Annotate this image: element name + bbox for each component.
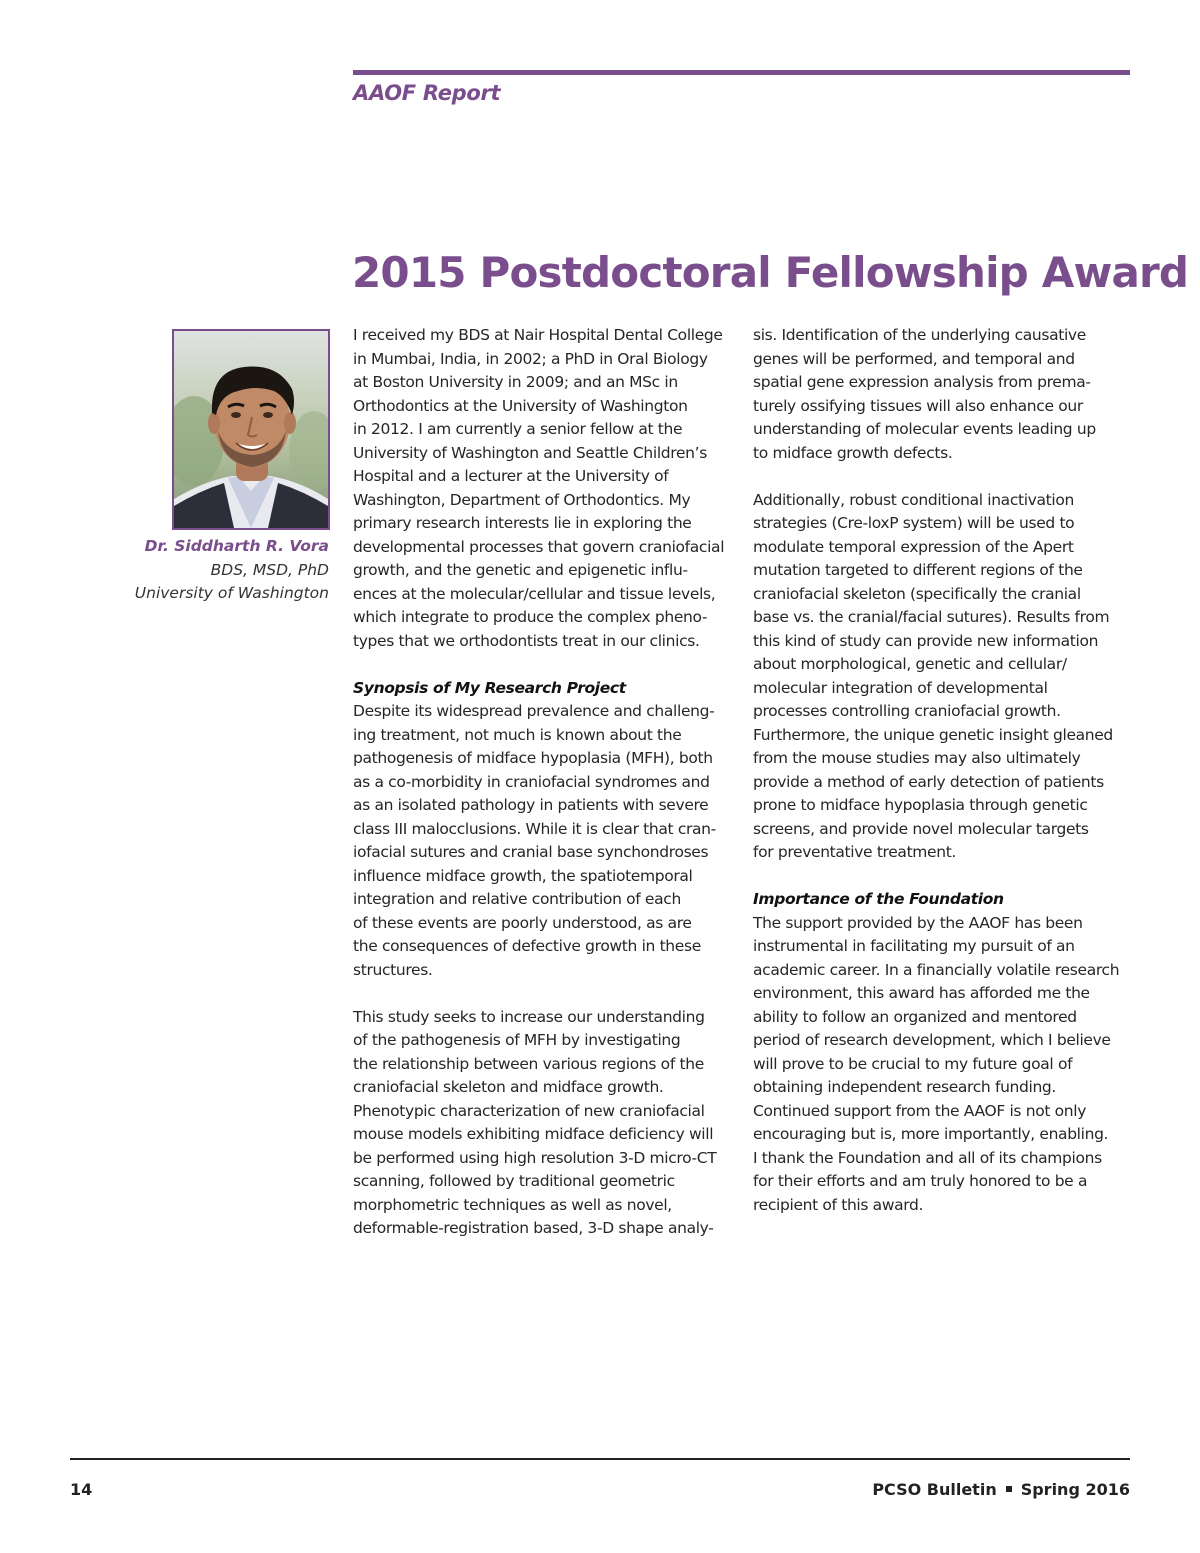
body-text-line: influence midface growth, the spatiotemporal [353, 866, 693, 885]
body-text-line: about morphological, genetic and cellular/ [753, 655, 1067, 673]
body-text-line: molecular integration of developmental [753, 678, 1048, 697]
author-affiliation: University of Washington [134, 584, 329, 602]
body-text-line: as an isolated pathology in patients with severe [353, 796, 709, 814]
paragraph-gap [753, 865, 1133, 889]
body-text-line: prone to midface hypoplasia through genetic [753, 796, 1088, 814]
body-text-line: this kind of study can provide new information [753, 631, 1099, 650]
author-name: Dr. Siddharth R. Vora [144, 537, 329, 555]
section-label: AAOF Report [353, 81, 501, 105]
body-text-line: encouraging but is, more importantly, enabling. [753, 1125, 1109, 1143]
issue-date: Spring 2016 [1020, 1480, 1130, 1499]
body-text-line: provide a method of early detection of patients [753, 772, 1104, 791]
body-text-line: ability to follow an organized and mentored [753, 1007, 1077, 1026]
body-text-line: developmental processes that govern craniofacial [353, 537, 725, 556]
body-text-line: strategies (Cre-loxP system) will be used to [753, 514, 1075, 532]
body-text-line: mouse models exhibiting midface deficiency will [353, 1125, 714, 1143]
body-text-line: for preventative treatment. [753, 843, 957, 861]
body-text-line: ing treatment, not much is known about the [353, 725, 682, 744]
page-title: 2015 Postdoctoral Fellowship Award [352, 248, 1189, 297]
body-text-line: growth, and the genetic and epigenetic influ- [353, 561, 688, 579]
body-text-line: processes controlling craniofacial growth. [753, 702, 1061, 720]
body-text-line: ences at the molecular/cellular and tissue levels, [353, 584, 716, 603]
body-text-line: mutation targeted to different regions of the [753, 561, 1083, 579]
body-text-line: morphometric techniques as well as novel, [353, 1195, 672, 1214]
author-photo [172, 329, 330, 530]
body-text-line: which integrate to produce the complex pheno- [353, 608, 708, 626]
body-text-line: University of Washington and Seattle Children’s [353, 443, 707, 462]
body-text-line: Despite its widespread prevalence and challeng- [353, 702, 715, 720]
text-column-2 [753, 324, 1133, 1217]
body-text-line: Orthodontics at the University of Washington [353, 396, 688, 415]
separator-square-icon [1006, 1486, 1012, 1492]
body-text-line: Hospital and a lecturer at the University of [353, 467, 669, 485]
body-text-line: screens, and provide novel molecular targets [753, 819, 1089, 838]
footer-rule [70, 1458, 1130, 1460]
page-number: 14 [70, 1480, 93, 1499]
body-text-line: of these events are poorly understood, as are [353, 913, 692, 932]
body-text-line: scanning, followed by traditional geometric [353, 1172, 675, 1190]
paragraph-gap [353, 653, 733, 677]
body-text-line: genes will be performed, and temporal and [753, 349, 1075, 368]
body-text-line: Phenotypic characterization of new craniofacial [353, 1101, 705, 1120]
body-text-line: the consequences of defective growth in these [353, 937, 701, 955]
body-text-line: sis. Identification of the underlying causative [753, 326, 1086, 344]
body-text-line: environment, this award has afforded me the [753, 984, 1090, 1002]
body-text-line: spatial gene expression analysis from prema- [753, 373, 1091, 391]
author-degrees: BDS, MSD, PhD [210, 560, 329, 579]
body-text-line: be performed using high resolution 3-D micro-CT [353, 1148, 717, 1167]
body-text-line: types that we orthodontists treat in our clinics. [353, 631, 700, 650]
body-text-line: in Mumbai, India, in 2002; a PhD in Oral Biology [353, 349, 708, 368]
body-text-line: academic career. In a financially volatile research [753, 960, 1120, 979]
body-text-line: deformable-registration based, 3-D shape analy- [353, 1219, 714, 1237]
paragraph-gap [753, 465, 1133, 489]
body-text-line: in 2012. I am currently a senior fellow at the [353, 420, 683, 438]
footer-publication [872, 1480, 1130, 1499]
body-text-line: primary research interests lie in exploring the [353, 514, 692, 532]
body-text-line: recipient of this award. [753, 1195, 924, 1214]
body-text-line: modulate temporal expression of the Apert [753, 537, 1074, 556]
body-text-line: Additionally, robust conditional inactivation [753, 490, 1074, 509]
body-text-line: for their efforts and am truly honored to be a [753, 1172, 1088, 1190]
text-column-1 [353, 324, 733, 1241]
body-text-line: from the mouse studies may also ultimately [753, 749, 1081, 767]
body-text-line: to midface growth defects. [753, 443, 953, 462]
section-heading: Importance of the Foundation [753, 890, 1004, 908]
body-text-line: iofacial sutures and cranial base synchondroses [353, 843, 709, 861]
body-text-line: structures. [353, 960, 433, 979]
body-text-line: I thank the Foundation and all of its champions [753, 1148, 1102, 1167]
publication-name: PCSO Bulletin [872, 1480, 997, 1499]
body-text-line: The support provided by the AAOF has been [753, 913, 1083, 932]
body-text-line: period of research development, which I believe [753, 1031, 1111, 1049]
body-text-line: base vs. the cranial/facial sutures). Results from [753, 608, 1110, 626]
body-text-line: pathogenesis of midface hypoplasia (MFH), both [353, 749, 713, 767]
body-text-line: understanding of molecular events leading up [753, 420, 1096, 438]
body-text-line: instrumental in facilitating my pursuit of an [753, 937, 1075, 955]
body-text-line: Continued support from the AAOF is not only [753, 1101, 1087, 1120]
body-text-line: I received my BDS at Nair Hospital Dental College [353, 326, 723, 344]
paragraph-gap [353, 982, 733, 1006]
body-text-line: the relationship between various regions of the [353, 1054, 704, 1073]
section-heading: Synopsis of My Research Project [353, 678, 626, 697]
body-text-line: integration and relative contribution of each [353, 890, 681, 908]
body-text-line: will prove to be crucial to my future goal of [753, 1054, 1073, 1073]
body-text-line: class III malocclusions. While it is clear that cran- [353, 819, 716, 838]
body-text-line: obtaining independent research funding. [753, 1078, 1057, 1096]
body-text-line: craniofacial skeleton (specifically the cranial [753, 584, 1081, 603]
body-text-line: turely ossifying tissues will also enhance our [753, 396, 1083, 415]
author-caption [135, 535, 329, 606]
body-text-line: Furthermore, the unique genetic insight gleaned [753, 725, 1113, 744]
body-text-line: This study seeks to increase our understanding [353, 1007, 705, 1026]
body-text-line: Washington, Department of Orthodontics. My [353, 490, 691, 509]
body-text-line: craniofacial skeleton and midface growth. [353, 1078, 664, 1096]
body-text-line: of the pathogenesis of MFH by investigating [353, 1031, 681, 1049]
header-rule [353, 70, 1130, 75]
body-text-line: as a co-morbidity in craniofacial syndromes and [353, 772, 710, 791]
body-text-line: at Boston University in 2009; and an MSc in [353, 373, 678, 391]
